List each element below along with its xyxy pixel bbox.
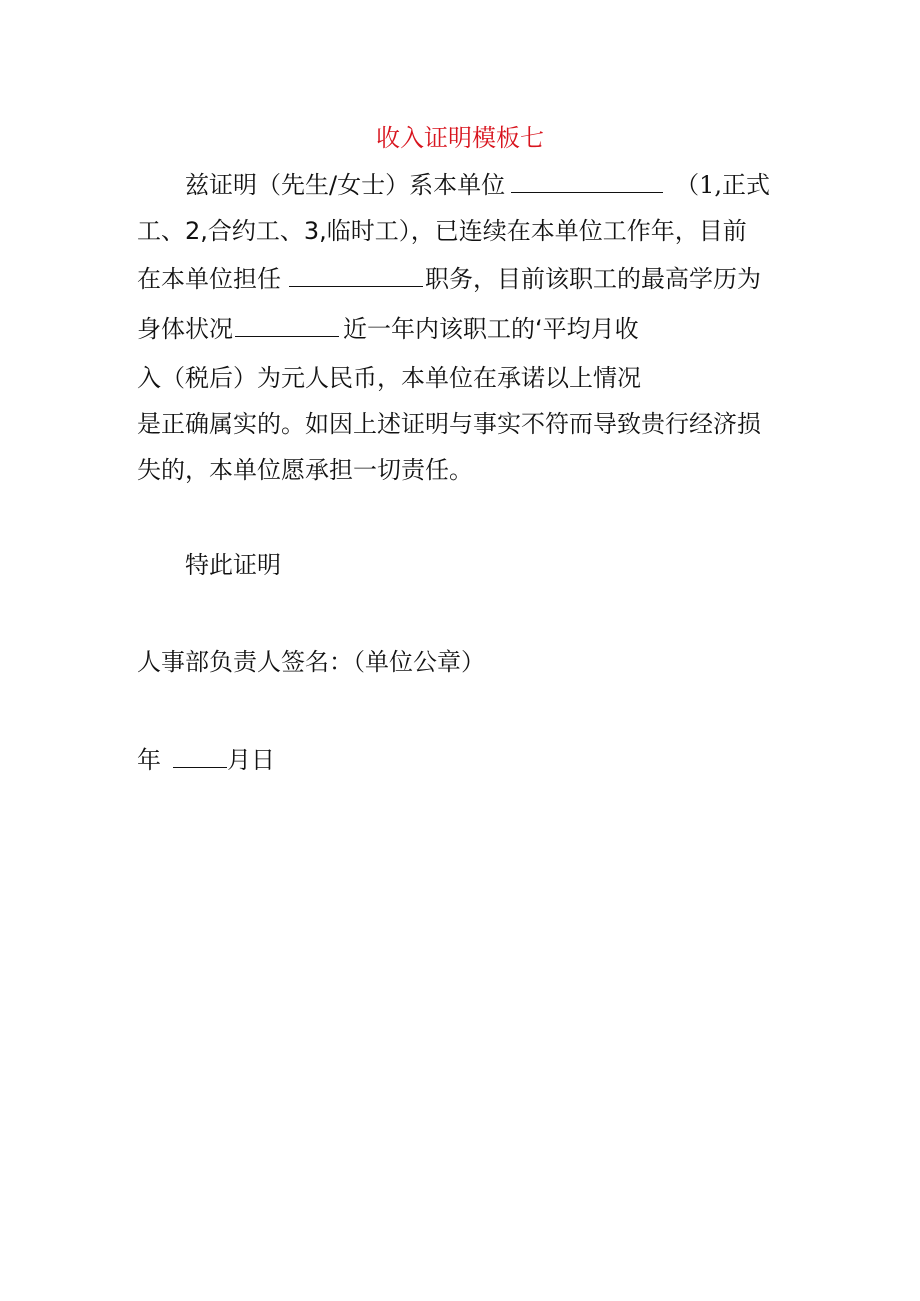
line1-text-a: 兹证明（先生/女士）系本单位 (185, 171, 506, 199)
date-year-label: 年 (137, 746, 161, 774)
line3-text-a: 在本单位担任 (137, 265, 281, 293)
paragraph-line-6: 是正确属实的。如因上述证明与事实不符而导致贵行经济损 (137, 410, 761, 438)
line1-text-b: （1,正式 (675, 171, 770, 199)
line4-text-b: 近一年内该职工的‘平均月收 (343, 315, 639, 343)
document-title: 收入证明模板七 (376, 124, 544, 152)
paragraph-line-7: 失的，本单位愿承担一切责任。 (137, 456, 473, 484)
paragraph-line-1 (185, 170, 770, 200)
position-blank[interactable] (289, 264, 423, 287)
paragraph-line-2: 工、2,合约工、3,临时工），已连续在本单位工作年，目前 (137, 217, 747, 245)
line3-text-b: 职务，目前该职工的最高学历为 (425, 265, 761, 293)
signature-line: 人事部负责人签名：（单位公章） (137, 648, 485, 676)
paragraph-line-3 (137, 264, 761, 294)
date-blank[interactable] (173, 745, 227, 768)
employee-name-blank[interactable] (511, 170, 663, 193)
line4-text-a: 身体状况 (137, 315, 233, 343)
closing-statement: 特此证明 (185, 551, 281, 579)
health-status-blank[interactable] (235, 314, 339, 337)
paragraph-line-5: 入（税后）为元人民币，本单位在承诺以上情况 (137, 364, 641, 392)
date-month-day-label: 月日 (227, 746, 275, 774)
date-line (137, 745, 275, 775)
paragraph-line-4 (137, 314, 639, 344)
